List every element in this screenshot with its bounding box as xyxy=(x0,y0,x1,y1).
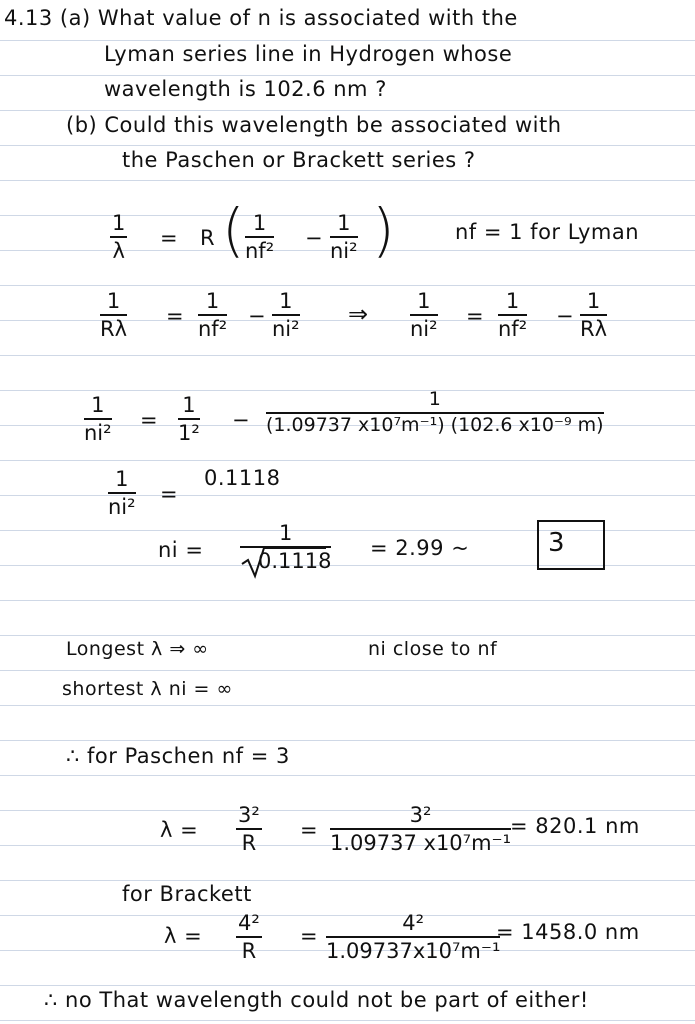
eq3-lhs: 1 ni² xyxy=(84,393,112,446)
eq1-note: nf = 1 for Lyman xyxy=(455,220,640,244)
question-line-4: (b) Could this wavelength be associated with xyxy=(66,113,562,137)
brackett-b: 4² 1.09737x10⁷m⁻¹ xyxy=(326,911,501,964)
conclusion: ∴ no That wavelength could not be part of either! xyxy=(44,988,589,1012)
paschen-result: = 820.1 nm xyxy=(510,814,640,838)
paschen-b: 3² 1.09737 x10⁷m⁻¹ xyxy=(330,803,512,856)
eq5-lhs: ni = xyxy=(158,538,204,562)
brackett-result: = 1458.0 nm xyxy=(496,920,640,944)
paschen-label: ∴ for Paschen nf = 3 xyxy=(66,744,290,768)
eq2-c: 1 ni² xyxy=(410,289,438,342)
note-longest-detail: ni close to nf xyxy=(368,638,498,660)
eq2-a: 1 nf² xyxy=(198,289,228,342)
eq2-d: 1 nf² xyxy=(498,289,528,342)
paschen-a: 3² R xyxy=(238,803,260,856)
eq1-open-paren: ( xyxy=(222,196,245,264)
eq1-lhs: 1 λ xyxy=(112,211,126,264)
eq2-lhs: 1 Rλ xyxy=(100,289,128,342)
eq5-answer: 3 xyxy=(548,528,566,558)
eq2-minus: − xyxy=(248,304,267,328)
eq1-rydberg: R xyxy=(200,226,216,250)
eq3-b: 1 (1.09737 x10⁷m⁻¹) (102.6 x10⁻⁹ m) xyxy=(266,388,604,436)
eq4-lhs: 1 ni² xyxy=(108,467,136,520)
brackett-a: 4² R xyxy=(238,911,260,964)
question-line-5: the Paschen or Brackett series ? xyxy=(122,148,476,172)
eq1-term2: 1 ni² xyxy=(330,211,358,264)
paschen-equals: = xyxy=(300,818,319,842)
eq3-a: 1 1² xyxy=(178,393,200,446)
note-shortest: shortest λ ni = ∞ xyxy=(62,678,233,700)
eq2-equals-2: = xyxy=(466,304,485,328)
eq5-fraction: 1 0.1118 xyxy=(240,522,331,572)
sqrt-symbol xyxy=(240,546,326,580)
question-line-3: wavelength is 102.6 nm ? xyxy=(104,77,387,101)
brackett-lhs: λ = xyxy=(164,924,203,948)
eq2-e: 1 Rλ xyxy=(580,289,608,342)
eq2-implies: ⇒ xyxy=(348,300,369,328)
eq4-equals: = xyxy=(160,482,179,506)
note-longest: Longest λ ⇒ ∞ xyxy=(66,638,209,660)
paschen-lhs: λ = xyxy=(160,818,199,842)
eq5-result: = 2.99 ~ xyxy=(370,536,470,560)
eq3-minus: − xyxy=(232,408,251,432)
question-line-1: 4.13 (a) What value of n is associated with the xyxy=(4,6,518,30)
eq4-value: 0.1118 xyxy=(204,466,281,490)
eq5-radicand: 0.1118 xyxy=(258,549,332,574)
brackett-equals: = xyxy=(300,924,319,948)
eq2-equals: = xyxy=(166,304,185,328)
brackett-label: for Brackett xyxy=(122,882,252,906)
eq3-equals: = xyxy=(140,408,159,432)
eq1-minus: − xyxy=(305,226,324,250)
eq2-minus-2: − xyxy=(556,304,575,328)
eq1-close-paren: ) xyxy=(372,196,395,264)
question-line-2: Lyman series line in Hydrogen whose xyxy=(104,42,513,66)
eq2-b: 1 ni² xyxy=(272,289,300,342)
eq1-equals: = xyxy=(160,226,179,250)
eq1-term1: 1 nf² xyxy=(245,211,275,264)
